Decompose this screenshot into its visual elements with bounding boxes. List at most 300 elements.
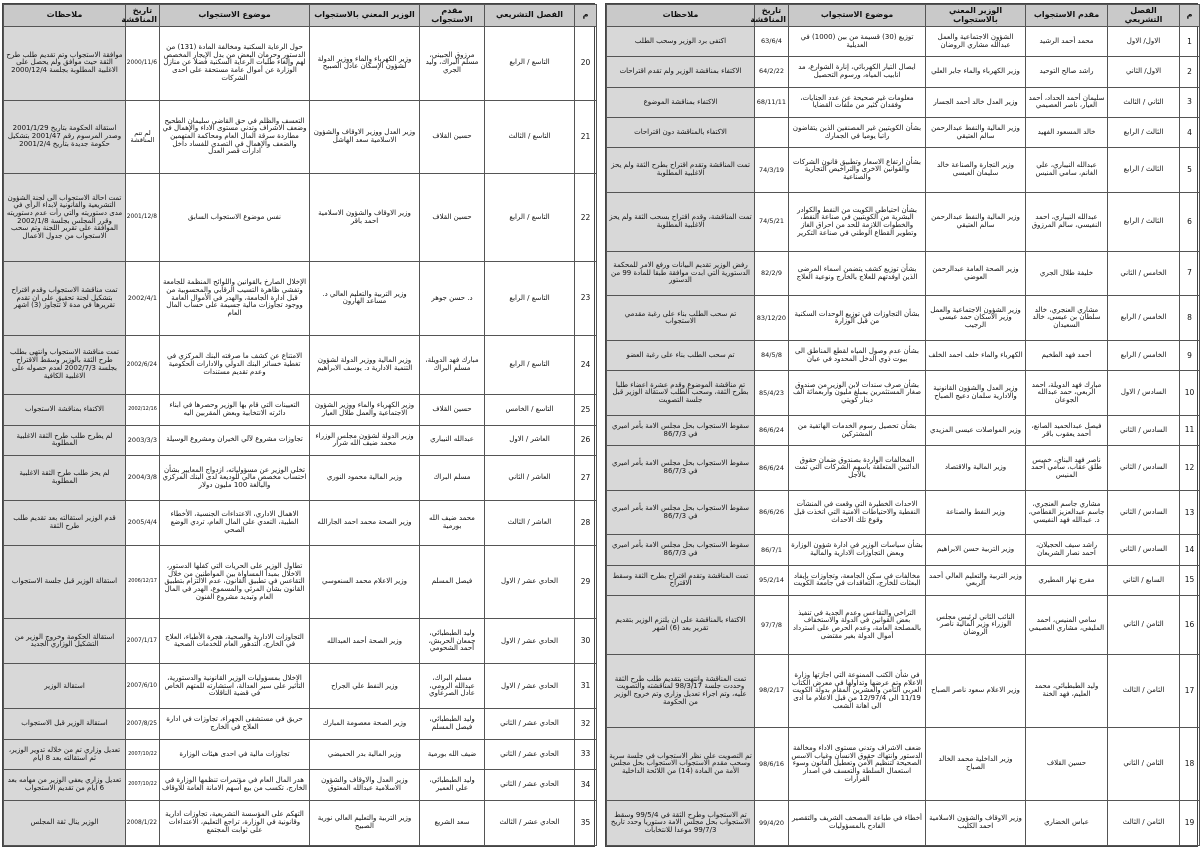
cell-topic: مخالفات في سكن الجامعة، وتجاوزات بإيفاد البعثات للخارج، التعاقدات في جامعة الكويت xyxy=(789,565,926,595)
cell-notes: تمت المناقشة وتقدم اقتراح بطرح الثقة ولم يحز الاغلبية المطلوبة xyxy=(607,148,755,193)
cell-date: 2002/12/16 xyxy=(126,394,160,425)
table-row xyxy=(607,565,1200,595)
cell-date: 2002/4/1 xyxy=(126,262,160,336)
cell-topic: أخطاء في طباعة المصحف الشريف والتقصير الفادح بالمسؤوليات xyxy=(789,801,926,846)
cell-num: 14 xyxy=(1180,535,1200,565)
cell-notes: سقوط الاستجواب بحل مجلس الامة بأمر اميري في 86/7/3 xyxy=(607,535,755,565)
cell-num: 19 xyxy=(1180,801,1200,846)
cell-topic: التعيينات التي قام بها الوزير وحصرها في ابناء دائرته الانتخابية وبعض المقربين اليه xyxy=(160,394,310,425)
cell-notes: موافقة الاستجواب وتم تقديم طلب طرح الثقة حيث موافق ولم يحصل على الاغلبية المطلوبة بجلسة 2000/12/4 xyxy=(4,27,126,101)
table-row xyxy=(4,545,597,619)
cell-minister: وزير النفط علي الجراح xyxy=(310,664,420,709)
cell-minister: وزير الدولة لشؤون مجلس الوزراء محمد ضيف الله شرار xyxy=(310,425,420,456)
cell-topic: بشأن ارتفاع الاسعار وتطبيق قانون الشركات والقوانين الاخرى والتراخيص التجارية والصناعية xyxy=(789,148,926,193)
cell-presenter: وليد الطبطبائي، علي العمير xyxy=(420,770,485,801)
table-row xyxy=(4,800,597,845)
cell-term: العاشر / الاول xyxy=(485,425,575,456)
table-row xyxy=(607,148,1200,193)
table-row xyxy=(4,664,597,709)
cell-term: التاسع / الرابع xyxy=(485,174,575,262)
cell-num: 9 xyxy=(1180,341,1200,371)
table-row xyxy=(607,251,1200,296)
cell-num: 5 xyxy=(1180,148,1200,193)
cell-num: 23 xyxy=(575,262,597,336)
cell-notes: الاكتفاء بالمناقشة على ان يلتزم الوزير بتقديم تقرير بعد (6) اشهر xyxy=(607,596,755,655)
cell-num: 22 xyxy=(575,174,597,262)
cell-presenter: عباس الخضاري xyxy=(1026,801,1108,846)
cell-term: التاسع / الخامس xyxy=(485,394,575,425)
cell-presenter: حسين القلاف xyxy=(1026,728,1108,801)
cell-term: الحادي عشر / الاول xyxy=(485,545,575,619)
header-minister: الوزير المعني بالاستجواب xyxy=(926,5,1026,27)
cell-num: 34 xyxy=(575,770,597,801)
cell-date: 2007/10/22 xyxy=(126,739,160,770)
cell-term: العاشر / الثالث xyxy=(485,500,575,545)
cell-date: 84/5/8 xyxy=(755,341,789,371)
cell-topic: بشأن عدم وصول المياه لقطع المناطق الى بيوت ذوي الدخل المحدود في عيان xyxy=(789,341,926,371)
table-row xyxy=(4,27,597,101)
cell-minister: وزير العدل خالد أحمد الجسار xyxy=(926,87,1026,117)
cell-date: 83/12/20 xyxy=(755,296,789,341)
cell-topic: حريق في مستشفى الجهراء، تجاوزات في ادارة العلاج في الخارج xyxy=(160,709,310,740)
cell-topic: حول الرعاية السكنية ومخالفة المادة (131) من الدستور وحرمان البعض من بدل الإيجار المخصص لهم وإلغاء طلبات الرعاية السكنية فضلا عن منازل الوزارة عن أموال عامة مستحقة على احدى الشركات xyxy=(160,27,310,101)
cell-presenter: عبدالله النيباري، احمد النفيسي، سالم المرزوق xyxy=(1026,192,1108,251)
cell-num: 35 xyxy=(575,800,597,845)
table-row xyxy=(4,394,597,425)
table-row xyxy=(607,87,1200,117)
cell-topic: بشأن التجاوزات في توزيع الوحدات السكنية من قبل الوزارة xyxy=(789,296,926,341)
cell-term: الحادي عشر / الثاني xyxy=(485,739,575,770)
table-row xyxy=(4,619,597,664)
table-right xyxy=(606,4,1200,846)
cell-presenter: مسلم البراك، عبدالله الرومي، عادل الصرعاوي xyxy=(420,664,485,709)
cell-topic: التجاوزات الادارية والصحية، هجرة الأطباء، العلاج في الخارج، التدهور العام للخدمات الصحية xyxy=(160,619,310,664)
cell-minister: وزير المالية والنفط عبدالرحمن سالم العتيقي xyxy=(926,118,1026,148)
cell-date: 2007/10/22 xyxy=(126,770,160,801)
cell-notes: لم يحز طلب طرح الثقة الاغلبية المطلوبة xyxy=(4,456,126,501)
table-row xyxy=(4,456,597,501)
cell-topic: معلومات غير صحيحة عن عدد الجنايات، وفقدان كثير من ملفات القضايا xyxy=(789,87,926,117)
cell-topic: هدر المال العام في مؤتمرات تنظمها الوزارة في الخارج، تكسب من بيع اسهم الامانة العامة للاوقاف xyxy=(160,770,310,801)
cell-date: 98/2/17 xyxy=(755,655,789,728)
cell-date: 2005/4/4 xyxy=(126,500,160,545)
cell-minister: وزير المالية والاقتصاد xyxy=(926,446,1026,491)
cell-minister: وزير الكهرباء والماء ووزير الدولة لشؤون الإسكان عادل الصبيح xyxy=(310,27,420,101)
cell-minister: وزير المالية محمود النوري xyxy=(310,456,420,501)
cell-minister: وزير الاعلام سعود ناصر الصباح xyxy=(926,655,1026,728)
cell-date: 2007/8/25 xyxy=(126,709,160,740)
table-header-row xyxy=(607,5,1200,27)
table-row xyxy=(607,57,1200,87)
cell-date: 2002/6/24 xyxy=(126,335,160,394)
cell-num: 33 xyxy=(575,739,597,770)
cell-presenter: محمد ضيف الله بورمية xyxy=(420,500,485,545)
cell-num: 13 xyxy=(1180,490,1200,535)
table-row xyxy=(607,446,1200,491)
cell-term: الحادي عشر / الثالث xyxy=(485,800,575,845)
cell-presenter: مشاري العنجري، خالد سلطان بن عيسى، خالد السعيدان xyxy=(1026,296,1108,341)
table-left xyxy=(3,4,597,846)
cell-term: التاسع / الرابع xyxy=(485,262,575,336)
cell-date: 68/11/11 xyxy=(755,87,789,117)
cell-term: التاسع / الرابع xyxy=(485,335,575,394)
table-row xyxy=(607,415,1200,445)
cell-notes: تم سحب الطلب بناء على رغبة العضو xyxy=(607,341,755,371)
cell-presenter: خليفة طلال الجري xyxy=(1026,251,1108,296)
cell-presenter: حسين القلاف xyxy=(420,394,485,425)
cell-topic: في شأن الكتب الممنوعة التي اجازتها وزارة الاعلام وتم عرضها وتداولها في معرض الكتاب العربي الثامن والعشرين المقام بدولة الكويت 11/19 الى 12/97/4 من قبل الاعلام ما ادى الى اهانة الشعب xyxy=(789,655,926,728)
cell-num: 16 xyxy=(1180,596,1200,655)
cell-date: 95/2/14 xyxy=(755,565,789,595)
header-num: م xyxy=(575,5,597,27)
header-date: تاريخ المناقشة xyxy=(126,5,160,27)
cell-presenter: وليد الطبطبائي، جمعان الحربش، أحمد الشحومي xyxy=(420,619,485,664)
cell-notes: تم الاستجواب وطرح الثقة في 99/5/4 وسقط الاستجواب بحل مجلس الامة دستوريا وحدد تاريخ 99/7/3 موعدا للانتخابات xyxy=(607,801,755,846)
cell-term: الحادي عشر / الثاني xyxy=(485,709,575,740)
cell-presenter: مبارك فهد الدويلة، احمد الربعي، حمد عبدالله الجوعان xyxy=(1026,371,1108,416)
table-header-row xyxy=(4,5,597,27)
cell-term: الحادي عشر / الثاني xyxy=(485,770,575,801)
cell-presenter: مفرج نهار المطيري xyxy=(1026,565,1108,595)
table-row xyxy=(4,100,597,174)
cell-presenter: ناصر فهد البناي، خميس طلق عقاب، سامي أحمد المنيس xyxy=(1026,446,1108,491)
cell-term: التاسع / الثالث xyxy=(485,100,575,174)
cell-date: 2000/11/6 xyxy=(126,27,160,101)
cell-topic: بشأن سياسات الوزير في ادارة شؤون الوزارة وبعض التجاوزات الادارية والمالية xyxy=(789,535,926,565)
cell-minister: وزير المواصلات عيسى المزيدي xyxy=(926,415,1026,445)
cell-topic: ضعف الاشراف وتدني مستوى الاداء ومخالفة الدستور وانتهاك حقوق الانسان وغياب الاسس الصحيحة لتنظيم الأمن وتعطيل القانون وسوء استعمال السلطة والتعسف في اصدار القرارات xyxy=(789,728,926,801)
cell-topic: المخالفات الواردة بصندوق ضمان حقوق الدائنين المتعلقة باسهم الشركات التي تمت بالآجل xyxy=(789,446,926,491)
cell-notes: قدم الوزير استقالته بعد تقديم طلب طرح الثقة xyxy=(4,500,126,545)
cell-minister: وزير الصحة محمد احمد الجارالله xyxy=(310,500,420,545)
cell-date: 2004/3/8 xyxy=(126,456,160,501)
table-row xyxy=(607,490,1200,535)
cell-term: العاشر / الثاني xyxy=(485,456,575,501)
cell-minister: وزير الاوقاف والشؤون الاسلامية احمد الكليب xyxy=(926,801,1026,846)
table-row xyxy=(4,425,597,456)
cell-num: 15 xyxy=(1180,565,1200,595)
cell-notes: الاكتفاء بمناقشة الموضوع xyxy=(607,87,755,117)
cell-notes: سقوط الاستجواب بحل مجلس الامة بأمر اميري في 86/7/3 xyxy=(607,446,755,491)
cell-term: التاسع / الرابع xyxy=(485,27,575,101)
cell-num: 31 xyxy=(575,664,597,709)
cell-num: 29 xyxy=(575,545,597,619)
table-row xyxy=(4,262,597,336)
cell-num: 21 xyxy=(575,100,597,174)
cell-topic: الاهمال الاداري، الاعتداءات الجنسية، الأخطاء الطبية، التعدي على المال العام، تردي الوضع الصحي xyxy=(160,500,310,545)
interpellations-table-left xyxy=(2,3,595,847)
cell-date: 86/6/26 xyxy=(755,490,789,535)
cell-term: الخامس / الرابع xyxy=(1108,341,1180,371)
cell-date: 74/5/21 xyxy=(755,192,789,251)
cell-date: 86/7/1 xyxy=(755,535,789,565)
interpellations-table-right xyxy=(605,3,1198,847)
cell-num: 26 xyxy=(575,425,597,456)
cell-topic: ايصال التيار الكهربائي، إنارة الشوارع، مد انابيب المياه، ورسوم التحصيل xyxy=(789,57,926,87)
cell-topic: الإخلال الصارخ بالقوانين واللوائح المنظمة للجامعة وتفشي ظاهرة التسيب الرقابي والمحسوبية من قبل ادارة الجامعة، والهدر في الأموال العامة ووجود تجاوزات مالية جسيمة على حساب المال العام xyxy=(160,262,310,336)
table-row xyxy=(607,341,1200,371)
cell-topic: توزيع (30) قسيمة من بين (1000) في العديلية xyxy=(789,27,926,57)
cell-topic: بشأن تحصيل رسوم الخدمات الهاتفية من المشتركين xyxy=(789,415,926,445)
cell-minister: النائب الثاني لرئيس مجلس الوزراء وزير المالية ناصر الروضان xyxy=(926,596,1026,655)
cell-date: 99/4/20 xyxy=(755,801,789,846)
cell-notes: الوزير ينال ثقة المجلس xyxy=(4,800,126,845)
cell-minister: وزير التربية والتعليم العالي نورية الصبيح xyxy=(310,800,420,845)
table-row xyxy=(607,801,1200,846)
table-row xyxy=(4,770,597,801)
cell-num: 1 xyxy=(1180,27,1200,57)
cell-num: 3 xyxy=(1180,87,1200,117)
cell-term: الثامن / الثاني xyxy=(1108,596,1180,655)
cell-presenter: خالد المسعود الفهيد xyxy=(1026,118,1108,148)
cell-term: الحادي عشر / الاول xyxy=(485,664,575,709)
cell-notes: تم التصويت على نظر الاستجواب في جلسة سرية وسحب مقدم الاستجواب الاستجواب بحل مجلس الأمة من المادة (14) من اللائحة الداخلية xyxy=(607,728,755,801)
cell-topic: الاخلال بمسؤوليات الوزير القانونية والدستورية، التأثير على سير العدالة، استشارته للمتهم الخاص في قضية الناقلات xyxy=(160,664,310,709)
cell-presenter: وليد الطبطبائي، محمد العليم، فهد الخنة xyxy=(1026,655,1108,728)
cell-topic: نفس موضوع الاستجواب السابق xyxy=(160,174,310,262)
cell-notes: تم مناقشة الموضوع وقدم عشرة اعضاء طلبا بطرح الثقة، وسحب الطلب لاستقالة الوزير قبل جلسة التصويت xyxy=(607,371,755,416)
table-row xyxy=(607,118,1200,148)
cell-term: الثامن / الثالث xyxy=(1108,655,1180,728)
cell-date: 98/6/16 xyxy=(755,728,789,801)
cell-presenter: فيصل المسلم xyxy=(420,545,485,619)
cell-date: 63/6/4 xyxy=(755,27,789,57)
cell-minister: الكهرباء والماء خلف احمد الخلف xyxy=(926,341,1026,371)
cell-minister: وزير الداخلية محمد الخالد الصباح xyxy=(926,728,1026,801)
cell-term: السادس / الثاني xyxy=(1108,535,1180,565)
cell-minister: وزير المالية والنفط عبدالرحمن سالم العتيقي xyxy=(926,192,1026,251)
cell-date: لم تتم المناقشة xyxy=(126,100,160,174)
cell-minister: وزير الصحة العامة عبدالرحمن العوضي xyxy=(926,251,1026,296)
table-row xyxy=(4,500,597,545)
cell-presenter: راشد صالح التوحيد xyxy=(1026,57,1108,87)
cell-num: 24 xyxy=(575,335,597,394)
table-row xyxy=(4,739,597,770)
cell-date: 82/2/9 xyxy=(755,251,789,296)
cell-minister: وزير العدل والشؤون القانونية والادارية سلمان دعيج الصباح xyxy=(926,371,1026,416)
table-row xyxy=(607,27,1200,57)
cell-minister: وزير التجارة والصناعة خالد سليمان العيسى xyxy=(926,148,1026,193)
cell-notes: الاكتفاء بمناقشة الاستجواب xyxy=(4,394,126,425)
cell-presenter: سعد الشريع xyxy=(420,800,485,845)
table-row xyxy=(607,371,1200,416)
cell-notes: سقوط الاستجواب بحل مجلس الامة بأمر اميري في 86/7/3 xyxy=(607,490,755,535)
cell-topic: التعسف والظلم في حق القاضي سليمان الطحيح وضعف الاشراف وتدني مستوى الاداء والإهمال في مطاردة سرقة المال العام ومحاكمة المتهمين والضعف والإهمال في التصدي للفساد داخل ادارات قصر العدل xyxy=(160,100,310,174)
header-notes: ملاحظات xyxy=(607,5,755,27)
cell-num: 10 xyxy=(1180,371,1200,416)
cell-minister: وزير النفط والصناعة xyxy=(926,490,1026,535)
cell-date xyxy=(755,118,789,148)
cell-num: 2 xyxy=(1180,57,1200,87)
table-row xyxy=(4,174,597,262)
cell-minister: وزير التربية والتعليم العالي د. مساعد الهارون xyxy=(310,262,420,336)
cell-term: الثالث / الرابع xyxy=(1108,192,1180,251)
cell-num: 20 xyxy=(575,27,597,101)
cell-term: الاول/ الثاني xyxy=(1108,57,1180,87)
table-row xyxy=(607,655,1200,728)
cell-term: السادس / الثاني xyxy=(1108,415,1180,445)
cell-topic: التهكم على المؤسسة التشريعية، تجاوزات ادارية وقانونية في الوزارة، تراجع التعليم، الاعتداءات على ثوابت المجتمع xyxy=(160,800,310,845)
header-topic: موضوع الاستجواب xyxy=(789,5,926,27)
cell-notes: استقالة الحكومة وخروج الوزير من التشكيل الوزاري الجديد xyxy=(4,619,126,664)
cell-minister: وزير المالية ووزير الدولة لشؤون التنمية الادارية د. يوسف الابراهيم xyxy=(310,335,420,394)
cell-term: السادس / الثاني xyxy=(1108,446,1180,491)
cell-num: 28 xyxy=(575,500,597,545)
cell-term: السادس / الثاني xyxy=(1108,490,1180,535)
cell-topic: بشأن الكويتيين غير المصنفين الذين يتقاضون راتبا يوميا في الجمارك xyxy=(789,118,926,148)
cell-presenter: سليمان أحمد الحداد، أحمد العيار، ناصر العصيمي xyxy=(1026,87,1108,117)
cell-date: 86/6/24 xyxy=(755,446,789,491)
cell-minister: وزير العدل ووزير الاوقاف والشؤون الاسلامية سعد الهاشل xyxy=(310,100,420,174)
cell-date: 64/2/22 xyxy=(755,57,789,87)
cell-topic: بشأن توزيع كشف يتضمن اسماء المرضى الذين اوفدتهم للعلاج بالخارج ونوعية العلاج xyxy=(789,251,926,296)
cell-num: 17 xyxy=(1180,655,1200,728)
cell-topic: بشأن احتياطي الكويت من النفط والكوادر البشرية من الكويتيين في صناعة النفط، والخطوات اللازمة للحد من احراق الغاز وتطوير القطاع الوطني في صناعة التكرير xyxy=(789,192,926,251)
cell-topic: الاحداث الخطيرة التي وقعت في المنشآت النفطية والاحتياطات الامنية التي اتخذت قبل وقوع تلك الاحداث xyxy=(789,490,926,535)
header-date: تاريخ المناقشة xyxy=(755,5,789,27)
cell-minister: وزير الاوقاف والشؤون الاسلامية احمد باقر xyxy=(310,174,420,262)
header-presenter: مقدم الاستجواب xyxy=(1026,5,1108,27)
cell-notes: تعديل وزاري يعفي الوزير من مهامه بعد 6 ايام من تقديم الاستجواب xyxy=(4,770,126,801)
cell-notes: اكتفى برد الوزير وسحب الطلب xyxy=(607,27,755,57)
cell-presenter: د. حسن جوهر xyxy=(420,262,485,336)
cell-topic: التراخي والتقاعس وعدم الجدية في تنفيذ بعض القوانين في الدولة والاستخفاف بالمصلحة العامة، وعدم الحرص على استرداد أموال الدولة بغير مقتضى xyxy=(789,596,926,655)
cell-notes: استقالة الوزير قبل الاستجواب xyxy=(4,709,126,740)
table-row xyxy=(607,535,1200,565)
cell-notes: استقالة الوزير xyxy=(4,664,126,709)
table-row xyxy=(607,192,1200,251)
cell-date: 2007/6/10 xyxy=(126,664,160,709)
cell-presenter: سامي المنيس، احمد المليفي، مشاري العصيمي xyxy=(1026,596,1108,655)
header-presenter: مقدم الاستجواب xyxy=(420,5,485,27)
cell-presenter: مبارك فهد الدويلة، مسلم البراك xyxy=(420,335,485,394)
cell-presenter: وليد الطبطبائي، فيصل المسلم xyxy=(420,709,485,740)
cell-term: السادس / الاول xyxy=(1108,371,1180,416)
cell-minister: الشؤون الاجتماعية والعمل عبدالله مشاري الروضان xyxy=(926,27,1026,57)
cell-presenter: أحمد فهد الطخيم xyxy=(1026,341,1108,371)
header-term: الفصل التشريعي xyxy=(1108,5,1180,27)
table-row xyxy=(607,596,1200,655)
cell-date: 2007/1/17 xyxy=(126,619,160,664)
cell-term: الثالث / الرابع xyxy=(1108,148,1180,193)
cell-presenter: محمد أحمد الرشيد xyxy=(1026,27,1108,57)
cell-notes: الاكتفاء بمناقشة الوزير ولم تقدم اقتراحات xyxy=(607,57,755,87)
cell-presenter: مشاري جاسم العنجري، جاسم عبدالعزيز القطامي، د. عبدالله فهد النفيسي xyxy=(1026,490,1108,535)
cell-notes: الاكتفاء بالمناقشة دون اقتراحات xyxy=(607,118,755,148)
cell-minister: وزير التربية والتعليم العالي أحمد الربعي xyxy=(926,565,1026,595)
cell-notes: تمت المناقشة، وقدم اقتراح بسحب الثقة ولم يحز الاغلبية المطلوبة xyxy=(607,192,755,251)
header-topic: موضوع الاستجواب xyxy=(160,5,310,27)
cell-date: 2003/3/3 xyxy=(126,425,160,456)
cell-notes: تمت المناقشة وانتهت بتقديم طلب طرح الثقة وحددت جلسة 98/3/17 لمناقشته والتصويت عليه، وتم اجراء تعديل وزاري وتم خروج الوزير من الحكومة xyxy=(607,655,755,728)
cell-topic: تجاوزات مالية في احدى هيئات الوزارة xyxy=(160,739,310,770)
cell-minister: وزير الشؤون الاجتماعية والعمل وزير الاسكان حمد عيسى الرجيب xyxy=(926,296,1026,341)
cell-term: الثامن / الثالث xyxy=(1108,801,1180,846)
cell-minister: وزير الصحة أحمد العبدالله xyxy=(310,619,420,664)
cell-num: 6 xyxy=(1180,192,1200,251)
cell-num: 18 xyxy=(1180,728,1200,801)
cell-notes: تمت مناقشة الاستجواب وانتهى بطلب طرح الثقة بالوزير وسقط الاقتراح بجلسة 2002/7/3 لعدم حصوله على الاغلبية الكافية xyxy=(4,335,126,394)
cell-presenter: عبدالله النيباري، علي الغانم، سامي المنيس xyxy=(1026,148,1108,193)
cell-presenter: حسين القلاف xyxy=(420,174,485,262)
cell-notes: سقوط الاستجواب بحل مجلس الامة بأمر اميري في 86/7/3 xyxy=(607,415,755,445)
cell-presenter: حسين القلاف xyxy=(420,100,485,174)
cell-presenter: عبدالله النيباري xyxy=(420,425,485,456)
cell-num: 7 xyxy=(1180,251,1200,296)
cell-date: 2001/12/8 xyxy=(126,174,160,262)
header-minister: الوزير المعني بالاستجواب xyxy=(310,5,420,27)
cell-minister: وزير الكهرباء والماء جابر العلي xyxy=(926,57,1026,87)
cell-minister: وزير التربية حسن الابراهيم xyxy=(926,535,1026,565)
header-term: الفصل التشريعي xyxy=(485,5,575,27)
cell-notes: لم يطرح طلب طرح الثقة الاغلبية المطلوبة xyxy=(4,425,126,456)
cell-minister: وزير الكهرباء والماء ووزير الشؤون الاجتماعية والعمل طلال العيار xyxy=(310,394,420,425)
cell-term: السابع / الثاني xyxy=(1108,565,1180,595)
cell-term: الثالث / الرابع xyxy=(1108,118,1180,148)
cell-topic: بشأن صرف سندات لابن الوزير من صندوق صغار المستثمرين بمبلغ مليون وأربعمائة الف دينار كويتي xyxy=(789,371,926,416)
header-notes: ملاحظات xyxy=(4,5,126,27)
cell-topic: تجاوزات مشروع لآلي الخيران ومشروع الوسيلة xyxy=(160,425,310,456)
cell-notes: تمت مناقشة الاستجواب وقدم اقتراح بتشكيل لجنة تحقيق على ان تقدم تقريرها في مدة لا تتجاوز (3) اشهر xyxy=(4,262,126,336)
cell-num: 30 xyxy=(575,619,597,664)
cell-notes: تعديل وزاري تم من خلاله تدوير الوزير، ثم استقالته بعد 8 ايام xyxy=(4,739,126,770)
cell-presenter: فيصل عبدالحميد الصانع، أحمد يعقوب باقر xyxy=(1026,415,1108,445)
cell-num: 12 xyxy=(1180,446,1200,491)
cell-num: 32 xyxy=(575,709,597,740)
cell-notes: تمت المناقشة وتقدم اقتراح بطرح الثقة وسقط الاقتراح xyxy=(607,565,755,595)
cell-minister: وزير المالية بدر الحميضي xyxy=(310,739,420,770)
cell-topic: تخلي الوزير عن مسؤولياته، ازدواج المعايير بشأن احتساب مخصص مالي للوديعة لدى البنك المركزي والبالغة 100 مليون دولار xyxy=(160,456,310,501)
cell-date: 2006/12/17 xyxy=(126,545,160,619)
cell-date: 2008/1/22 xyxy=(126,800,160,845)
table-row xyxy=(607,296,1200,341)
cell-date: 86/6/24 xyxy=(755,415,789,445)
cell-date: 97/7/8 xyxy=(755,596,789,655)
cell-notes: رفض الوزير تقديم البيانات ورفع الامر للمحكمة الدستورية التي ابدت موافقة طبقا للمادة 99 من الدستور xyxy=(607,251,755,296)
cell-term: الثامن / الثاني xyxy=(1108,728,1180,801)
cell-term: الاول/ الاول xyxy=(1108,27,1180,57)
cell-date: 85/4/23 xyxy=(755,371,789,416)
cell-presenter: مرزوق الحبيني، مسلم البراك، وليد الجري xyxy=(420,27,485,101)
cell-presenter: ضيف الله بورمية xyxy=(420,739,485,770)
cell-num: 25 xyxy=(575,394,597,425)
cell-term: الخامس / الثاني xyxy=(1108,251,1180,296)
cell-minister: وزير العدل والاوقاف والشؤون الاسلامية عبدالله المعتوق xyxy=(310,770,420,801)
cell-presenter: راشد سيف الحجيلان، احمد نصار الشريعان xyxy=(1026,535,1108,565)
cell-term: الثاني / الثالث xyxy=(1108,87,1180,117)
cell-minister: وزير الصحة معصومة المبارك xyxy=(310,709,420,740)
cell-num: 4 xyxy=(1180,118,1200,148)
cell-topic: تطاول الوزير على الحريات التي كفلها الدستور، الاخلال بمبدأ المساواة بين المواطنين من خلال التقاعس في تطبيق القانون، عدم الالتزام بتطبيق القانون بشأن المرئي والمسموع، الهدر في المال العام وتبديد مشروع الفنون xyxy=(160,545,310,619)
cell-topic: الامتناع عن كشف ما صرفته البنك المركزي في تغطية خسائر البنك الدولي والادارات الحكومية وعدم تقديم مستندات xyxy=(160,335,310,394)
header-num: م xyxy=(1180,5,1200,27)
cell-presenter: مسلم البراك xyxy=(420,456,485,501)
table-row xyxy=(4,709,597,740)
cell-term: الخامس / الرابع xyxy=(1108,296,1180,341)
cell-notes: استقالة الحكومة بتاريخ 2001/1/29 وصدر المرسوم رقم 2001/47 بتشكيل حكومة جديدة بتاريخ 2001/2/4 xyxy=(4,100,126,174)
cell-notes: تم سحب الطلب بناء على رغبة مقدمي الاستجواب xyxy=(607,296,755,341)
cell-term: الحادي عشر / الاول xyxy=(485,619,575,664)
cell-minister: وزير الاعلام محمد السنعوسي xyxy=(310,545,420,619)
cell-notes: تمت احالة الاستجواب الى لجنة الشؤون التشريعية والقانونية لابداء الرأي في مدى دستوريته والتي رأت عدم دستوريته وقرر المجلس بجلسة 2002/1/8 الموافقة على تقرير اللجنة وتم سحب الاستجواب من جدول الاعمال xyxy=(4,174,126,262)
cell-num: 27 xyxy=(575,456,597,501)
table-row xyxy=(4,335,597,394)
cell-date: 74/3/19 xyxy=(755,148,789,193)
cell-num: 8 xyxy=(1180,296,1200,341)
cell-notes: استقالة الوزير قبل جلسة الاستجواب xyxy=(4,545,126,619)
table-row xyxy=(607,728,1200,801)
cell-num: 11 xyxy=(1180,415,1200,445)
